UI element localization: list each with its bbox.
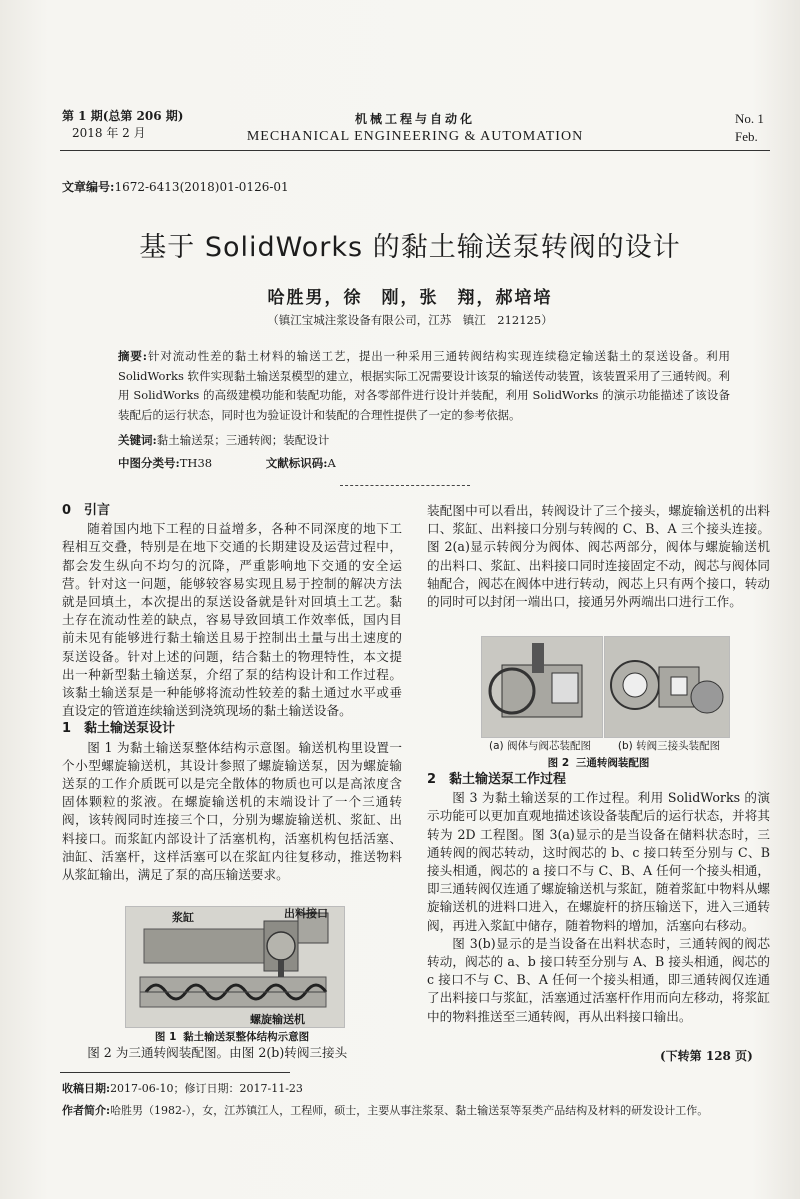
- figure-2b-caption: (b) 转阀三接头装配图: [617, 740, 721, 752]
- abstract-text: 针对流动性差的黏土材料的输送工艺，提出一种采用三通转阀结构实现连续稳定输送黏土的泵送设备。利用 SolidWorks 软件实现黏土输送泵模型的建立，根据实际工况需要设计该泵的输送传动装置，该装置采用了三通转阀。利用 SolidWorks 的高级建模功能和装配功能，对各零部件进行设计并装配，利用 SolidWorks 的演示功能描述了该设备装配后的运行状态，同时也为验证设计和装配的合理性提供了一定的参考依据。: [118, 349, 731, 422]
- right-column-lower: [427, 771, 770, 1026]
- author-bio: [62, 1102, 762, 1118]
- figure-1-number: 图 1: [154, 1031, 177, 1043]
- clc-value: TH38: [179, 456, 213, 470]
- author-bio-text: 哈胜男（1982-），女，江苏镇江人，工程师，硕士，主要从事注浆泵、黏土输送泵等泵类产品结构及材料的研发设计工作。: [110, 1104, 709, 1117]
- section-0-heading: 0 引言: [62, 503, 111, 518]
- article-number-label: 文章编号:: [62, 180, 115, 194]
- section-2-paragraph-1: 图 3 为黏土输送泵的工作过程。利用 SolidWorks 的演示功能可以更加直观地描述该设备装配后的运行状态，并将其转为 2D 工程图。图 3(a)显示的是当设备在储料状态时，三通转阀的阀芯转动，这时阀芯的 b、c 接口转至分别与 C、B 接头相通，阀芯的 a 接口不与 C、B、A 任何一个接头相通，即三通转阀仅连通了螺旋输送机与浆缸，随着浆缸中物料从螺旋输送机的进料口进入，在螺旋杆的挤压输送下，进入三通转阀，再进入浆缸中储存，随着物料的增加，活塞向右移动。: [427, 790, 770, 933]
- issue-number-en: No. 1: [735, 111, 764, 126]
- figure-2a-image: [481, 636, 603, 738]
- article-number-value: 1672-6413(2018)01-0126-01: [114, 180, 289, 194]
- journal-name: [230, 110, 600, 146]
- figure-2-caption-text: 三通转阀装配图: [575, 757, 650, 769]
- issue-info: [62, 108, 183, 142]
- classification: [118, 455, 336, 471]
- author-affiliation: （镇江宝城注浆设备有限公司，江苏 镇江 212125）: [267, 313, 553, 327]
- right-column: [427, 502, 770, 611]
- section-2-heading: 2 黏土输送泵工作过程: [427, 772, 567, 787]
- keywords-label: 关键词:: [118, 433, 157, 447]
- continued-note: (下转第 128 页): [660, 1049, 753, 1063]
- figure-2-caption: [427, 755, 770, 770]
- author-bio-label: 作者简介:: [62, 1104, 111, 1117]
- section-1-paragraph: 图 1 为黏土输送泵整体结构示意图。输送机构里设置一个小型螺旋输送机，其设计参照了螺旋输送泵，因为螺旋输送泵的工作介质既可以是完全散体的物质也可以是高浓度含固体颗粒的浆液。在螺旋输送机的末端设计了一个三通转阀，该转阀同时连接三个口，分别为螺旋输送机、浆缸、出料接口。而浆缸内部设计了活塞机构，活塞机构包括活塞、油缸、活塞杆，这样活塞可以在浆缸内往复移动，推送物料从浆缸输出，满足了泵的高压输送要求。: [62, 739, 402, 883]
- right-paragraph-1: 装配图中可以看出，转阀设计了三个接头，螺旋输送机的出料口、浆缸、出料接口分别与转阀的 C、B、A 三个接头连接。图 2(a)显示转阀分为阀体、阀芯两部分，阀体与螺旋输送机的出料口、浆缸、出料接口同时连接固定不动，阀芯与阀体同轴配合，阀芯在阀体中进行转动，阀芯上只有两个接口，转动的同时可以封闭一端出口，接通另外两端出口进行工作。: [427, 503, 770, 610]
- pump-illustration: [126, 907, 344, 1027]
- received-value: 2017-06-10；修订日期：2017-11-23: [110, 1082, 303, 1095]
- received-label: 收稿日期:: [62, 1082, 111, 1095]
- valve-body-illustration: [482, 637, 602, 737]
- figure-1-caption: [62, 1029, 402, 1044]
- paper-authors: 哈胜男，徐 刚，张 翔，郝培培: [267, 288, 553, 308]
- section-divider: [340, 485, 470, 486]
- clc-label: 中图分类号:: [118, 456, 180, 470]
- left-column-tail: [62, 1044, 402, 1062]
- keywords: [118, 432, 329, 448]
- received-date: [62, 1080, 303, 1096]
- footnote-rule: [60, 1072, 290, 1073]
- paper-title: 基于 SolidWorks 的黏土输送泵转阀的设计: [139, 232, 681, 263]
- figure-1-label-outlet: 出料接口: [284, 907, 328, 920]
- keywords-text: 黏土输送泵；三通转阀；装配设计: [156, 433, 330, 447]
- figure-1-label-tank: 浆缸: [172, 911, 194, 924]
- doc-code-value: A: [327, 456, 336, 470]
- issue-month-en: Feb.: [735, 129, 758, 144]
- abstract-label: 摘要:: [118, 349, 148, 363]
- section-1-heading: 1 黏土输送泵设计: [62, 721, 176, 737]
- abstract: [118, 347, 730, 425]
- article-number: [62, 178, 289, 195]
- figure-2a-caption: (a) 阀体与阀芯装配图: [489, 740, 591, 752]
- valve-joint-illustration: [605, 637, 729, 737]
- section-0-paragraph: 随着国内地下工程的日益增多，各种不同深度的地下工程相互交叠，特别是在地下交通的长期建设及运营过程中，都会发生纵向不均匀的沉降，严重影响地下交通的安全运营。针对这一问题，能够较容易实现且易于控制的解决方法就是回填土，本次提出的泵送设备就是针对回填土工艺。黏土存在流动性差的缺点，容易导致回填工作效率低，国内目前未见有能够进行黏土输送且易于控制出土量与出土速度的泵送设备。针对上述的问题，结合黏土的物理特性，本文提出一种新型黏土输送泵，介绍了泵的结构设计和工作过程。该黏土输送泵是一种能够将流动性较差的黏土通过水平或垂直设定的管道连续输送到浇筑现场的黏土输送设备。: [62, 521, 402, 719]
- figure-1-caption-text: 黏土输送泵整体结构示意图: [183, 1031, 310, 1043]
- figure-1-image: [125, 906, 345, 1028]
- figure-2-number: 图 2: [547, 757, 570, 769]
- issue-info-en: [735, 110, 764, 146]
- figure-1-label-screw: 螺旋输送机: [250, 1013, 305, 1026]
- left-column: [62, 502, 402, 884]
- section-2-paragraph-2: 图 3(b)显示的是当设备在出料状态时，三通转阀的阀芯转动，阀芯的 a、b 接口转至分别与 A、B 接头相通，阀芯的 c 接口不与 C、B、A 任何一个接头相通，即三通转阀仅连通了出料接口与浆缸，活塞通过活塞杆作用而向左移动，将浆缸中的物料推送至三通转阀，再从出料接口输出。: [427, 935, 770, 1024]
- issue-number: 第 1 期(总第 206 期): [62, 109, 184, 123]
- doc-code-label: 文献标识码:: [265, 456, 328, 470]
- journal-name-en: MECHANICAL ENGINEERING & AUTOMATION: [246, 129, 584, 144]
- issue-date: 2018 年 2 月: [72, 126, 146, 140]
- header-rule: [60, 150, 770, 151]
- section-1-paragraph-2: 图 2 为三通转阀装配图。由图 2(b)转阀三接头: [87, 1045, 348, 1060]
- figure-2b-image: [604, 636, 730, 738]
- journal-name-cn: 机械工程与自动化: [354, 112, 475, 126]
